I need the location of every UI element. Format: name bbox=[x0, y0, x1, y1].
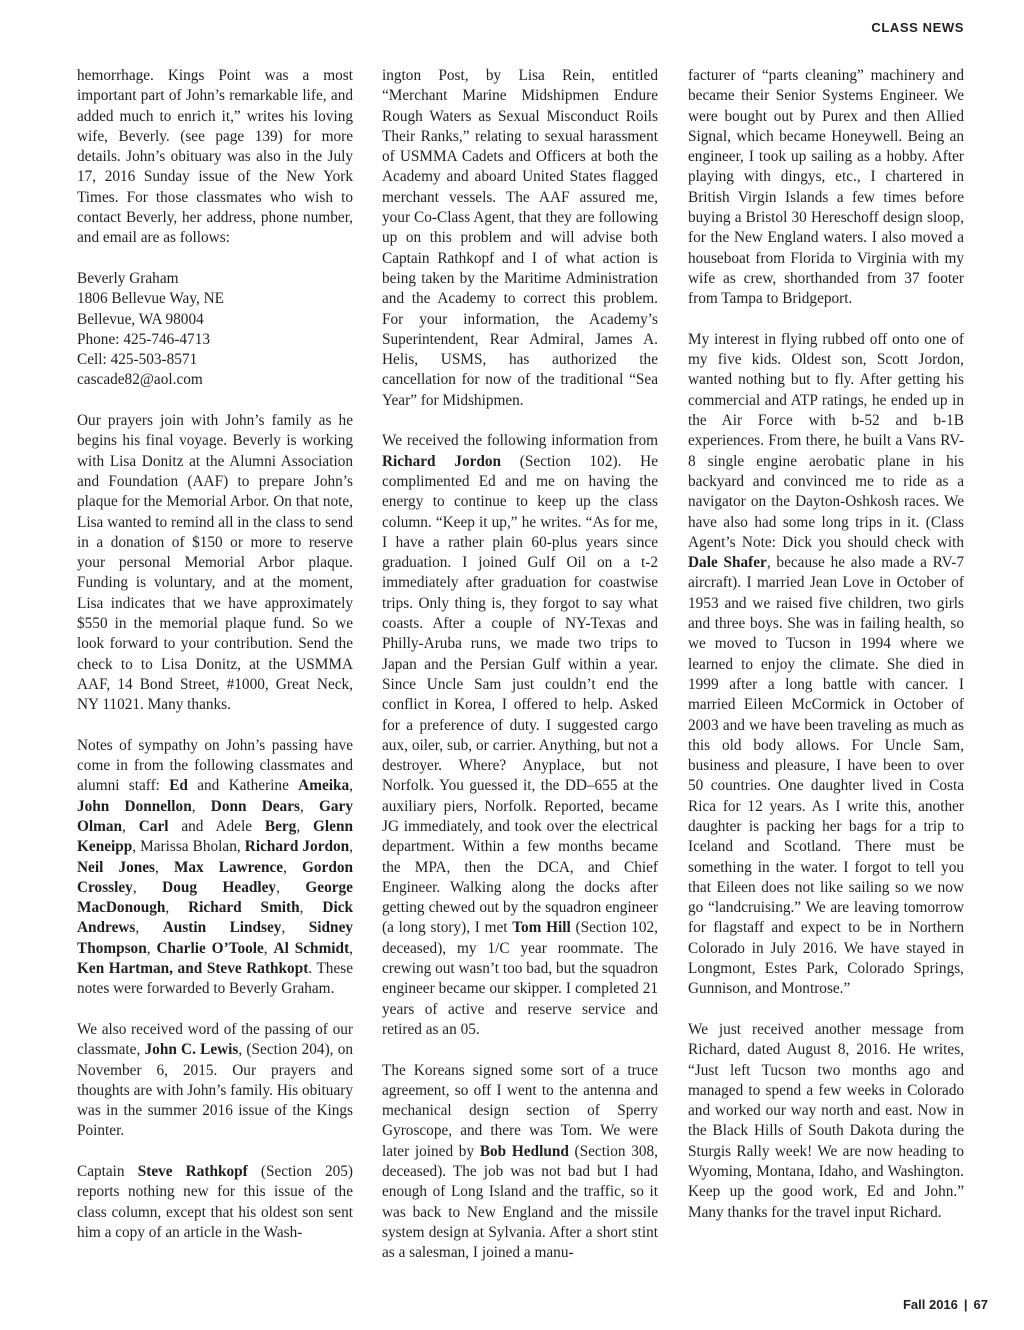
text-run: We also received word of the passing of our classmate, bbox=[77, 1020, 353, 1059]
email-line: cascade82@aol.com bbox=[77, 371, 203, 389]
text-run: Captain bbox=[77, 1163, 138, 1181]
text-run: , bbox=[263, 939, 274, 957]
text-run: My interest in flying rubbed off onto one of my five kids. Oldest son, Scott Jordon, wanted nothing but to fly. After getting his commercial and ATP ratings, he ended up in the Air Force with b-52 and b-1B experiences. From there, he built a Vans RV-8 single engine aerobatic plane in his backyard and convinced me to ride as a navigator on the Dayton-Oshkosh races. We have also had some long trips in it. (Class Agent’s Note: Dick you should check with bbox=[688, 330, 964, 551]
bold-name: Ed bbox=[169, 777, 188, 795]
bold-name: Carl bbox=[138, 817, 169, 835]
text-run: , bbox=[135, 919, 163, 937]
bold-name: John C. Lewis bbox=[144, 1041, 239, 1059]
text-run: , bbox=[132, 878, 163, 896]
text-run: , bbox=[299, 899, 323, 917]
bold-name: Dale Shafer bbox=[688, 554, 767, 572]
bold-name: George MacDonough bbox=[77, 878, 353, 917]
footer-separator: | bbox=[963, 1297, 968, 1312]
paragraph bbox=[77, 1162, 353, 1243]
text-run: , bbox=[155, 858, 174, 876]
paragraph: We just received another message from Richard, dated August 8, 2016. He writes, “Just left Tucson two months ago and managed to spend a few weeks in Colorado and worked our way north and east. Now in the Black Hills of South Dakota during the Sturgis Rally week! We are now heading to Wyoming, Montana, Idaho, and Washington. Keep up the good work, Ed and John.” Many thanks for the travel input Richard. bbox=[688, 1020, 964, 1221]
text-run: , bbox=[349, 939, 353, 957]
bold-name: Glenn Keneipp bbox=[77, 817, 353, 856]
text-run: (Section 102). He complimented Ed and me on having the energy to continue to keep up the class column. “Keep it up,” he writes. “As for me, I have a rather plain 60-plus years since graduation. I joined Gulf Oil on a t-2 immediately after graduation for coastwise trips. Only thing is, they forgot to say what coasts. After a couple of NY-Texas and Philly-Aruba runs, we made two trips to Japan and the Persian Gulf within a year. Since Uncle Sam just couldn’t end the conflict in Korea, I offered to help. Asked for a preference of duty. I suggested cargo aux, oiler, sub, or carrier. Anything, but not a destroyer. Where? Anyplace, but not Norfolk. You guessed it, the DD–655 at the auxiliary piers, Norfolk. Reported, became JG immediately, and took over the electrical department. Within a few months became the MPA, then the DCA, and Chief Engineer. Walking along the docks after getting chewed out by the squadron engineer (a long story), I met bbox=[382, 452, 658, 937]
text-run: (Section 308, deceased). The job was not bad but I had enough of Long Island and the traffic, so it was back to New England and the missile system design at Sylvania. After a short stint as a salesman, I joined a manu- bbox=[382, 1142, 658, 1262]
phone-line: Phone: 425-746-4713 bbox=[77, 330, 210, 348]
bold-name: Doug Headley bbox=[162, 878, 277, 896]
address-block bbox=[77, 269, 353, 391]
text-run: , bbox=[165, 899, 189, 917]
bold-name: Tom Hill bbox=[512, 919, 571, 937]
text-run: We received the following information from bbox=[382, 432, 658, 450]
text-run: , bbox=[146, 939, 157, 957]
paragraph bbox=[688, 330, 964, 1000]
bold-name: Max Lawrence bbox=[173, 858, 284, 876]
paragraph bbox=[382, 431, 658, 1040]
paragraph: hemorrhage. Kings Point was a most important part of John’s remarkable life, and added much to enrich it,” writes his loving wife, Beverly. (see page 139) for more details. John’s obituary was also in the July 17, 2016 Sunday issue of the New York Times. For those classmates who wish to contact Beverly, her address, phone number, and email are as follows: bbox=[77, 67, 353, 247]
bold-name: Ameika bbox=[298, 777, 350, 795]
text-run: , bbox=[281, 919, 309, 937]
issue-label: Fall 2016 bbox=[902, 1297, 958, 1312]
text-run: , bbox=[349, 838, 353, 856]
paragraph: facturer of “parts cleaning” machinery and became their Senior Systems Engineer. We were bought out by Purex and then Allied Signal, which became Honeywell. Being an engineer, I took up sailing as a hobby. After playing with dingys, etc., I chartered in British Virgin Islands a few times before buying a Bristol 30 Hereschoff design sloop, for the New England waters. I also moved a houseboat from Florida to Virginia with my wife as crew, shorthanded from 37 footer from Tampa to Bridgeport. bbox=[688, 67, 964, 308]
page-number: 67 bbox=[973, 1297, 988, 1312]
text-run: (Section 205) reports nothing new for this issue of the class column, except that his oldest son sent him a copy of an article in the Wash- bbox=[77, 1163, 354, 1241]
text-run: and Adele bbox=[168, 817, 265, 835]
text-run: , bbox=[191, 797, 211, 815]
bold-name: Bob Hedlund bbox=[479, 1142, 569, 1160]
bold-name: Ken Hartman, and Steve Rathkopt bbox=[77, 960, 309, 978]
section-header: CLASS NEWS bbox=[871, 20, 964, 35]
page-footer bbox=[903, 1297, 988, 1312]
text-run: , (Section 204), on November 6, 2015. Our prayers and thoughts are with John’s family. His obituary was in the summer 2016 issue of the Kings Pointer. bbox=[77, 1041, 354, 1140]
column-2 bbox=[382, 66, 658, 1264]
address-line: Beverly Graham bbox=[77, 269, 179, 287]
bold-name: Richard Jordon bbox=[382, 452, 502, 470]
bold-name: Richard Smith bbox=[188, 899, 300, 917]
column-1 bbox=[77, 66, 353, 1243]
bold-name: Richard Jordon bbox=[244, 838, 350, 856]
bold-name: Gordon Crossley bbox=[77, 858, 353, 896]
bold-name: Austin Lindsey bbox=[162, 919, 282, 937]
column-3 bbox=[688, 66, 964, 1223]
sympathy-paragraph bbox=[77, 736, 353, 1000]
bold-name: Neil Jones bbox=[77, 858, 155, 876]
bold-name: John Donnellon bbox=[77, 797, 192, 815]
paragraph: ington Post, by Lisa Rein, entitled “Merchant Marine Midshipmen Endure Rough Waters as Sexual Misconduct Roils Their Ranks,” relating to sexual harassment of USMMA Cadets and Officers at both the Academy and aboard United States flagged merchant vessels. The AAF assured me, your Co-Class Agent, that they are following up on this problem and will advise both Captain Rathkopf and I of what action is being taken by the Maritime Administration and the Academy to correct this problem. For your information, the Academy’s Superintendent, Rear Admiral, James A. Helis, USMS, has authorized the cancellation for now of the traditional “Sea Year” for Midshipmen. bbox=[382, 67, 658, 409]
address-line: 1806 Bellevue Way, NE bbox=[77, 290, 225, 308]
cell-line: Cell: 425-503-8571 bbox=[77, 351, 198, 369]
bold-name: Steve Rathkopf bbox=[137, 1163, 248, 1181]
bold-name: Gary Olman bbox=[77, 797, 353, 835]
bold-name: Sidney Thompson bbox=[77, 919, 354, 957]
text-run: , bbox=[296, 817, 314, 835]
text-run: (Section 102, deceased), my 1/C year roommate. The crewing out wasn’t too bad, but the squadron engineer became our skipper. I completed 21 years of active and reserve service and retired as an 05. bbox=[382, 919, 658, 1038]
text-run: , bbox=[299, 797, 319, 815]
bold-name: Dick Andrews bbox=[77, 899, 354, 937]
paragraph: Our prayers join with John’s family as he begins his final voyage. Beverly is working with Lisa Donitz at the Alumni Association and Foundation (AAF) to prepare John’s plaque for the Memorial Arbor. On that note, Lisa wanted to remind all in the class to send in a donation of $150 or more to reserve your personal Memorial Arbor plaque. Funding is voluntary, and at the moment, Lisa indicates that we have approximately $550 in the memorial plaque fund. So we look forward to your contribution. Send the check to to Lisa Donitz, at the USMMA AAF, 14 Bond Street, #1000, Great Neck, NY 11021. Many thanks. bbox=[77, 412, 353, 714]
address-line: Bellevue, WA 98004 bbox=[77, 310, 204, 328]
text-run: The Koreans signed some sort of a truce agreement, so off I went to the antenna and mechanical design section of Sperry Gyroscope, and there was Tom. We were later joined by bbox=[382, 1061, 658, 1160]
text-run: , bbox=[122, 817, 139, 835]
bold-name: Charlie O’Toole bbox=[156, 939, 264, 957]
bold-name: Al Schmidt bbox=[273, 939, 350, 957]
text-run: . These notes were forwarded to Beverly Graham. bbox=[77, 960, 353, 998]
paragraph bbox=[382, 1061, 658, 1264]
text-run: , bbox=[349, 777, 353, 795]
text-run: , bbox=[283, 858, 302, 876]
paragraph bbox=[77, 1020, 353, 1142]
text-run: Notes of sympathy on John’s passing have come in from the following classmates and alumni staff: bbox=[77, 736, 353, 795]
bold-name: Berg bbox=[264, 817, 297, 835]
text-run: , because he also made a RV-7 aircraft). I married Jean Love in October of 1953 and we raised five children, two girls and three boys. She was in failing health, so we moved to Tucson in 1994 where we learned to enjoy the climate. She died in 1999 after a long battle with cancer. I married Eileen McCormick in October of 2003 and we have been traveling as much as this old body allows. For Uncle Sam, business and pleasure, I have been to over 50 countries. One daughter lived in Costa Rica for 12 years. As I write this, another daughter is packing her bags for a trip to Iceland and Scotland. There must be something in the water. I forgot to tell you that Eileen does not like sailing so we now go “landcruising.” We are leaving tomorrow for flagstaff and expect to be in Northern Colorado in July 2016. We have stayed in Longmont, Estes Park, Colorado Springs, Gunnison, and Montrose.” bbox=[688, 554, 964, 998]
bold-name: Donn Dears bbox=[210, 797, 300, 815]
text-run: , Marissa Bholan, bbox=[132, 838, 245, 856]
text-run: and Katherine bbox=[187, 777, 299, 795]
text-run: , bbox=[276, 878, 306, 896]
